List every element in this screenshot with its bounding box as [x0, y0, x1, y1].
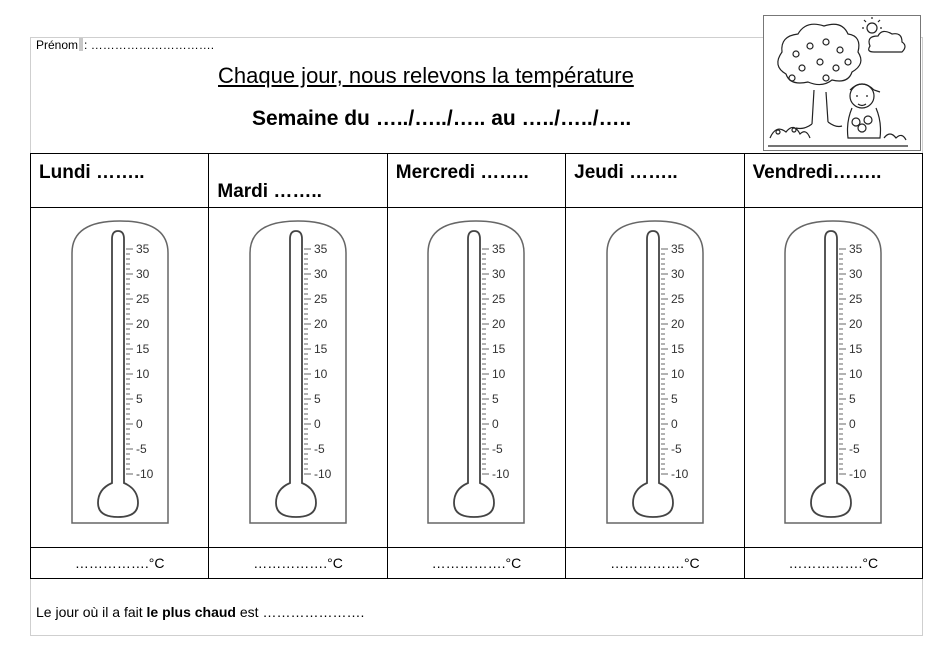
day-label: Vendredi…….. — [752, 162, 882, 183]
prenom-blank[interactable]: : …………………………. — [84, 38, 215, 52]
text-cursor — [79, 38, 83, 51]
thermometer-icon — [416, 215, 536, 535]
scale-label: 10 — [314, 367, 328, 381]
footer-text-before: Le jour où il a fait — [36, 604, 147, 620]
thermometer-cell-mercredi — [387, 208, 565, 548]
scale-label: 20 — [492, 317, 506, 331]
scale-label: 15 — [314, 342, 328, 356]
scale-label: 5 — [314, 392, 321, 406]
scale-label: 25 — [492, 292, 506, 306]
scale-label: -5 — [492, 442, 504, 456]
thermometer-cell-vendredi — [744, 208, 922, 548]
temperature-table — [30, 153, 923, 579]
prenom-label: Prénom — [36, 38, 79, 52]
scale-label: 10 — [492, 367, 506, 381]
scale-label: 20 — [314, 317, 328, 331]
week-subtitle: Semaine du …../…../….. au …../…../….. — [252, 107, 632, 130]
scale-label: 0 — [135, 417, 143, 431]
thermometer-icon — [238, 215, 358, 535]
tree-boy-illustration — [763, 15, 921, 151]
thermometer-cell-lundi — [31, 208, 209, 548]
day-header-vendredi — [744, 154, 922, 208]
scale-label: 5 — [135, 392, 143, 406]
scale-label: -10 — [314, 467, 332, 481]
scale-label: 15 — [849, 342, 863, 356]
thermometer-cell-jeudi — [566, 208, 744, 548]
thermometer-icon — [595, 215, 715, 535]
scale-label: 5 — [670, 392, 678, 406]
scale-label: -5 — [314, 442, 325, 456]
scale-label: 0 — [849, 417, 856, 431]
scale-label: 10 — [670, 367, 685, 381]
footer-text-after[interactable]: est …………………. — [235, 604, 365, 620]
scale-label: -5 — [670, 442, 682, 456]
scale-label: 30 — [492, 267, 506, 281]
answer-cell-mardi[interactable]: …………….°C — [209, 548, 387, 579]
day-label: Jeudi …….. — [574, 162, 678, 183]
answer-cell-vendredi[interactable]: …………….°C — [744, 548, 922, 579]
scale-label: 0 — [492, 417, 500, 431]
day-label: Lundi …….. — [39, 162, 145, 183]
day-header-lundi — [31, 154, 209, 208]
scale-label: 25 — [135, 292, 150, 306]
scale-label: 35 — [492, 242, 506, 256]
thermometer-row — [31, 208, 923, 548]
scale-label: 10 — [849, 367, 863, 381]
scale-label: 25 — [314, 292, 328, 306]
scale-label: 35 — [670, 242, 685, 256]
scale-label: 35 — [135, 242, 150, 256]
day-label: Mardi …….. — [217, 181, 322, 202]
footer-bold-text: le plus chaud — [146, 604, 236, 620]
scale-label: 15 — [670, 342, 685, 356]
scale-label: 25 — [849, 292, 863, 306]
prenom-line — [36, 38, 214, 52]
scale-label: -10 — [492, 467, 510, 481]
scale-label: 5 — [492, 392, 500, 406]
answer-cell-jeudi[interactable]: …………….°C — [566, 548, 744, 579]
scale-label: -10 — [135, 467, 154, 481]
scale-label: 0 — [670, 417, 678, 431]
scale-label: -5 — [849, 442, 860, 456]
scale-label: -10 — [849, 467, 867, 481]
scale-label: 25 — [670, 292, 685, 306]
scale-label: 10 — [135, 367, 150, 381]
answer-cell-mercredi[interactable]: …………….°C — [387, 548, 565, 579]
day-header-mercredi — [387, 154, 565, 208]
scale-label: 30 — [670, 267, 685, 281]
scale-label: 20 — [670, 317, 685, 331]
thermometer-icon — [773, 215, 893, 535]
scale-label: 20 — [135, 317, 150, 331]
thermometer-cell-mardi — [209, 208, 387, 548]
day-header-mardi — [209, 154, 387, 208]
answer-row — [31, 548, 923, 579]
scale-label: 15 — [135, 342, 150, 356]
page-title: Chaque jour, nous relevons la température — [218, 63, 634, 88]
scale-label: 30 — [849, 267, 863, 281]
scale-label: -10 — [670, 467, 689, 481]
thermometer-icon — [60, 215, 180, 535]
scale-label: 35 — [849, 242, 863, 256]
scale-label: 5 — [849, 392, 856, 406]
scale-label: 20 — [849, 317, 863, 331]
scale-label: 0 — [314, 417, 321, 431]
day-header-jeudi — [566, 154, 744, 208]
hottest-day-sentence — [36, 604, 364, 620]
tree-boy-drawing — [764, 16, 920, 150]
day-label: Mercredi …….. — [395, 162, 529, 183]
day-header-row — [31, 154, 923, 208]
scale-label: 15 — [492, 342, 506, 356]
scale-label: -5 — [135, 442, 147, 456]
scale-label: 30 — [135, 267, 150, 281]
answer-cell-lundi[interactable]: …………….°C — [31, 548, 209, 579]
scale-label: 35 — [314, 242, 328, 256]
scale-label: 30 — [314, 267, 328, 281]
